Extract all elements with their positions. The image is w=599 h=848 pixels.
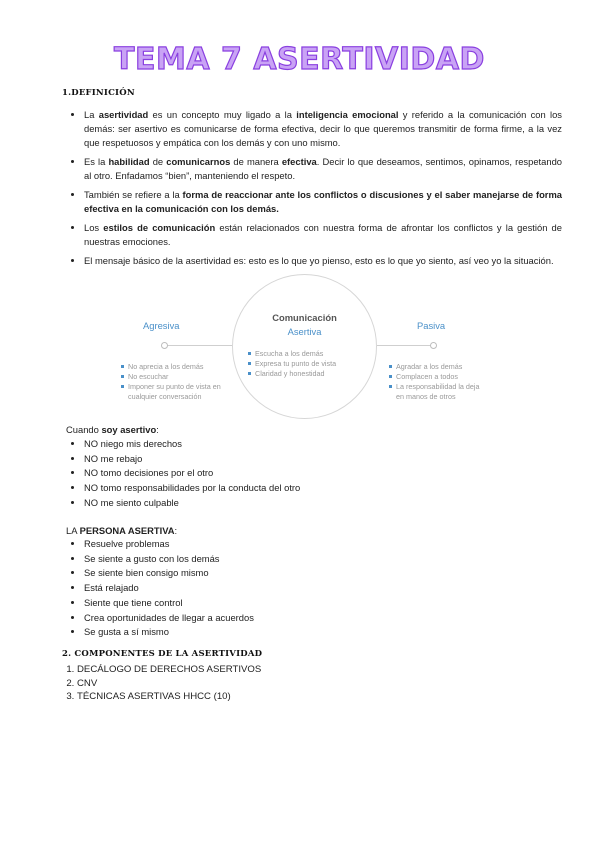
pasiva-label: Pasiva (417, 320, 446, 331)
communication-styles-diagram (115, 274, 485, 420)
center-subtitle: Asertiva (287, 326, 322, 337)
asertiva-list (248, 349, 373, 379)
pasiva-item: La responsabilidad la deja en manos de otros (389, 382, 481, 402)
persona-item: • Se siente bien consigo mismo (84, 566, 254, 581)
componente-item: 2. CNV (77, 677, 261, 691)
componente-item: 3. TÉCNICAS ASERTIVAS HHCC (10) (77, 690, 261, 704)
assertive-circle (232, 274, 377, 419)
definition-list (62, 108, 562, 273)
connector-line-left (166, 345, 232, 346)
persona-item: • Crea oportunidades de llegar a acuerdos (84, 611, 254, 626)
cuando-item: • NO tomo decisiones por el otro (84, 466, 300, 481)
asertiva-item: Expresa tu punto de vista (248, 359, 373, 369)
cuando-intro: Cuando soy asertivo: (66, 424, 159, 435)
pasiva-list (389, 362, 481, 402)
agresiva-item: No aprecia a los demás (121, 362, 221, 372)
persona-item: • Está relajado (84, 581, 254, 596)
persona-item: • Se siente a gusto con los demás (84, 552, 254, 567)
persona-item: • Siente que tiene control (84, 596, 254, 611)
persona-item: • Resuelve problemas (84, 537, 254, 552)
definition-item: • Los estilos de comunicación están relacionados con nuestra forma de afrontar los conflictos y la gestión de nuestras emociones. (84, 221, 562, 249)
asertiva-item: Escucha a los demás (248, 349, 373, 359)
cuando-item: • NO me rebajo (84, 452, 300, 467)
left-node-dot (161, 342, 168, 349)
definition-item: • La asertividad es un concepto muy ligado a la inteligencia emocional y referido a la comunicación con los demás: ser asertivo es comunicarse de forma efectiva, decir lo que queremos transmitir de forma firme, a la vez que respetuosos y empática con los demás y con uno mismo. (84, 108, 562, 150)
persona-intro: LA PERSONA ASERTIVA: (66, 525, 178, 536)
center-title: Comunicación (272, 312, 337, 323)
agresiva-label: Agresiva (143, 320, 180, 331)
agresiva-item: No escuchar (121, 372, 221, 382)
agresiva-item: Imponer su punto de vista en cualquier conversación (121, 382, 221, 402)
definition-item: • También se refiere a la forma de reaccionar ante los conflictos o discusiones y el saber manejarse de forma efectiva en la comunicación con los demás. (84, 188, 562, 216)
cuando-item: • NO me siento culpable (84, 496, 300, 511)
pasiva-item: Agradar a los demás (389, 362, 481, 372)
right-node-dot (430, 342, 437, 349)
page-title: TEMA 7 ASERTIVIDAD (114, 42, 485, 77)
section-definicion-heading: 1.DEFINICIÓN (62, 88, 135, 98)
section-componentes-heading: 2. COMPONENTES DE LA ASERTIVIDAD (62, 649, 263, 659)
pasiva-item: Complacen a todos (389, 372, 481, 382)
cuando-item: • NO tomo responsabilidades por la conducta del otro (84, 481, 300, 496)
persona-item: • Se gusta a sí mismo (84, 625, 254, 640)
componente-item: 1. DECÁLOGO DE DERECHOS ASERTIVOS (77, 663, 261, 677)
componentes-list (62, 663, 261, 704)
agresiva-list (121, 362, 221, 402)
cuando-list (62, 437, 300, 511)
persona-list (62, 537, 254, 640)
asertiva-item: Claridad y honestidad (248, 369, 373, 379)
definition-item: • El mensaje básico de la asertividad es: esto es lo que yo pienso, esto es lo que yo siento, así veo yo la situación. (84, 254, 562, 268)
definition-item: • Es la habilidad de comunicarnos de manera efectiva. Decir lo que deseamos, sentimos, opinamos, respetando al otro. Enfadamos “bien”, manteniendo el respeto. (84, 155, 562, 183)
cuando-item: • NO niego mis derechos (84, 437, 300, 452)
connector-line-right (377, 345, 432, 346)
